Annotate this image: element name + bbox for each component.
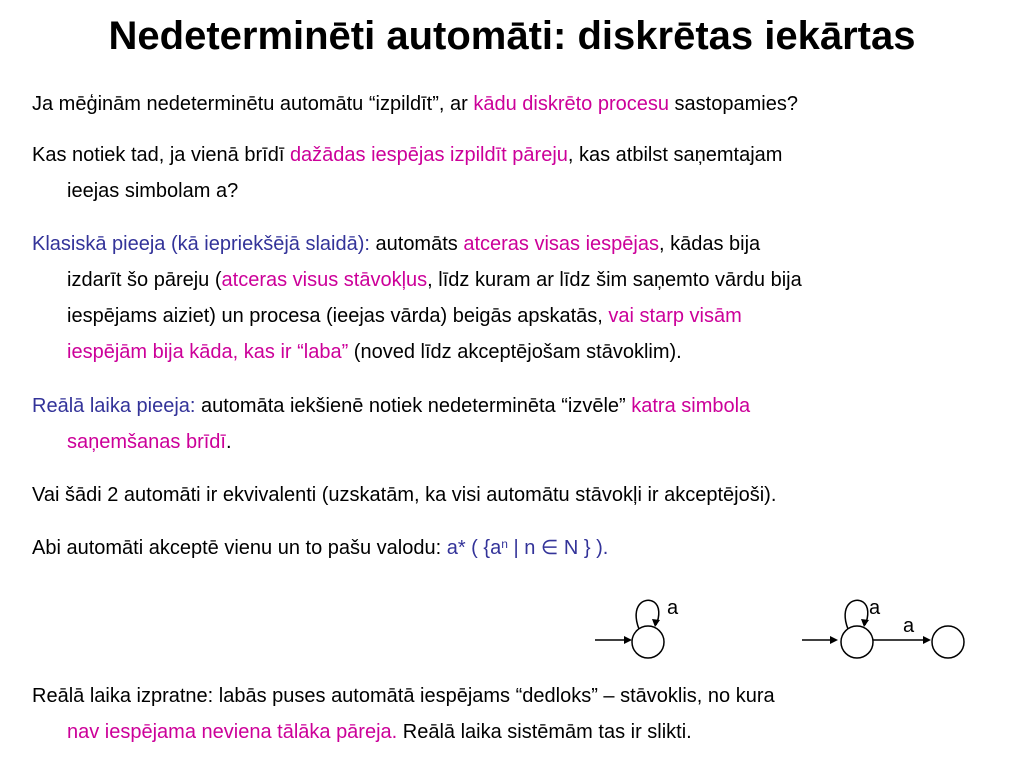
start-arrowhead-right [830,636,838,644]
p7-highlight: nav iespējama neviena tālāka pāreja. [67,721,398,743]
state-left [632,626,664,658]
p1-highlight: kādu diskrēto procesu [473,93,669,115]
p3-text-6: (noved līdz akceptējošam stāvoklim). [348,341,682,363]
p1-text: Ja mēģinām nedeterminētu automātu “izpildīt”, ar [32,93,474,115]
p4-lead: Reālā laika pieeja: [32,395,196,417]
p4-highlight-2: saņemšanas brīdī [67,431,226,453]
p3-text-5: iespējams aiziet) un procesa (ieejas vārda) beigās apskatās, [67,305,609,327]
automaton-left [595,597,679,658]
p3-highlight-2: atceras visus stāvokļus [221,269,428,291]
transition-label: a [903,615,915,637]
p2-text: Kas notiek tad, ja vienā brīdī [32,144,290,166]
p2-line2: ieejas simbolam a? [67,180,239,202]
p2-text-cont: , kas atbilst saņemtajam [567,144,783,166]
p3-text-1: automāts [369,233,464,255]
p3-text-2: , kādas bija [659,233,761,255]
paragraph-5 [32,477,1004,513]
p4-text-1: automāta iekšienē notiek nedeterminēta “izvēle” [195,395,632,417]
p3-line4 [32,334,1004,370]
formula-superscript: n [501,537,508,551]
automaton-right [802,597,964,658]
start-arrowhead-left [624,636,632,644]
p3-line2 [32,262,1004,298]
p1-text-end: sastopamies? [669,93,798,115]
p7-text-1: Reālā laika izpratne: labās puses automātā iespējams “dedloks” – stāvoklis, no kura [32,685,775,707]
p3-lead: Klasiskā pieeja (kā iepriekšējā slaidā): [32,233,370,255]
p4-text-2: . [225,431,232,453]
self-loop-label-left: a [667,597,679,619]
p7-line2 [32,714,1004,750]
p3-text-3: izdarīt šo pāreju ( [67,269,222,291]
self-loop-arrowhead-right [861,619,869,627]
paragraph-7 [32,678,1004,750]
state-right-1 [841,626,873,658]
paragraph-6 [32,530,1004,566]
p7-text-2: Reālā laika sistēmām tas ir slikti. [397,721,692,743]
self-loop-label-right: a [869,597,881,619]
paragraph-2 [32,137,1004,209]
p4-highlight-1: katra simbola [631,395,751,417]
automata-diagram [590,592,980,670]
transition-arrowhead [923,636,931,644]
self-loop-arrowhead-left [652,619,660,627]
state-right-2 [932,626,964,658]
p2-highlight: dažādas iespējas izpildīt pāreju [289,144,568,166]
p3-highlight-3a: vai starp visām [608,305,742,327]
paragraph-3 [32,226,1004,370]
p6-text: Abi automāti akceptē vienu un to pašu valodu: [32,537,447,559]
language-formula [447,537,609,559]
p5-text: Vai šādi 2 automāti ir ekvivalenti (uzskatām, ka visi automātu stāvokļi ir akceptējoši). [32,484,777,506]
p3-highlight-1: atceras visas iespējas [463,233,659,255]
formula-part-1: a* ( {a [446,537,502,559]
page-title: Nedeterminēti automāti: diskrētas iekārtas [108,14,916,58]
p3-line3 [32,298,1004,334]
paragraph-4 [32,388,1004,460]
formula-part-2: | n ∈ N } ). [507,537,609,559]
p3-text-4: , līdz kuram ar līdz šim saņemto vārdu bija [427,269,802,291]
paragraph-1 [32,86,1004,122]
p4-line2 [32,424,1004,460]
p3-highlight-3b: iespējām bija kāda, kas ir “laba” [67,341,349,363]
